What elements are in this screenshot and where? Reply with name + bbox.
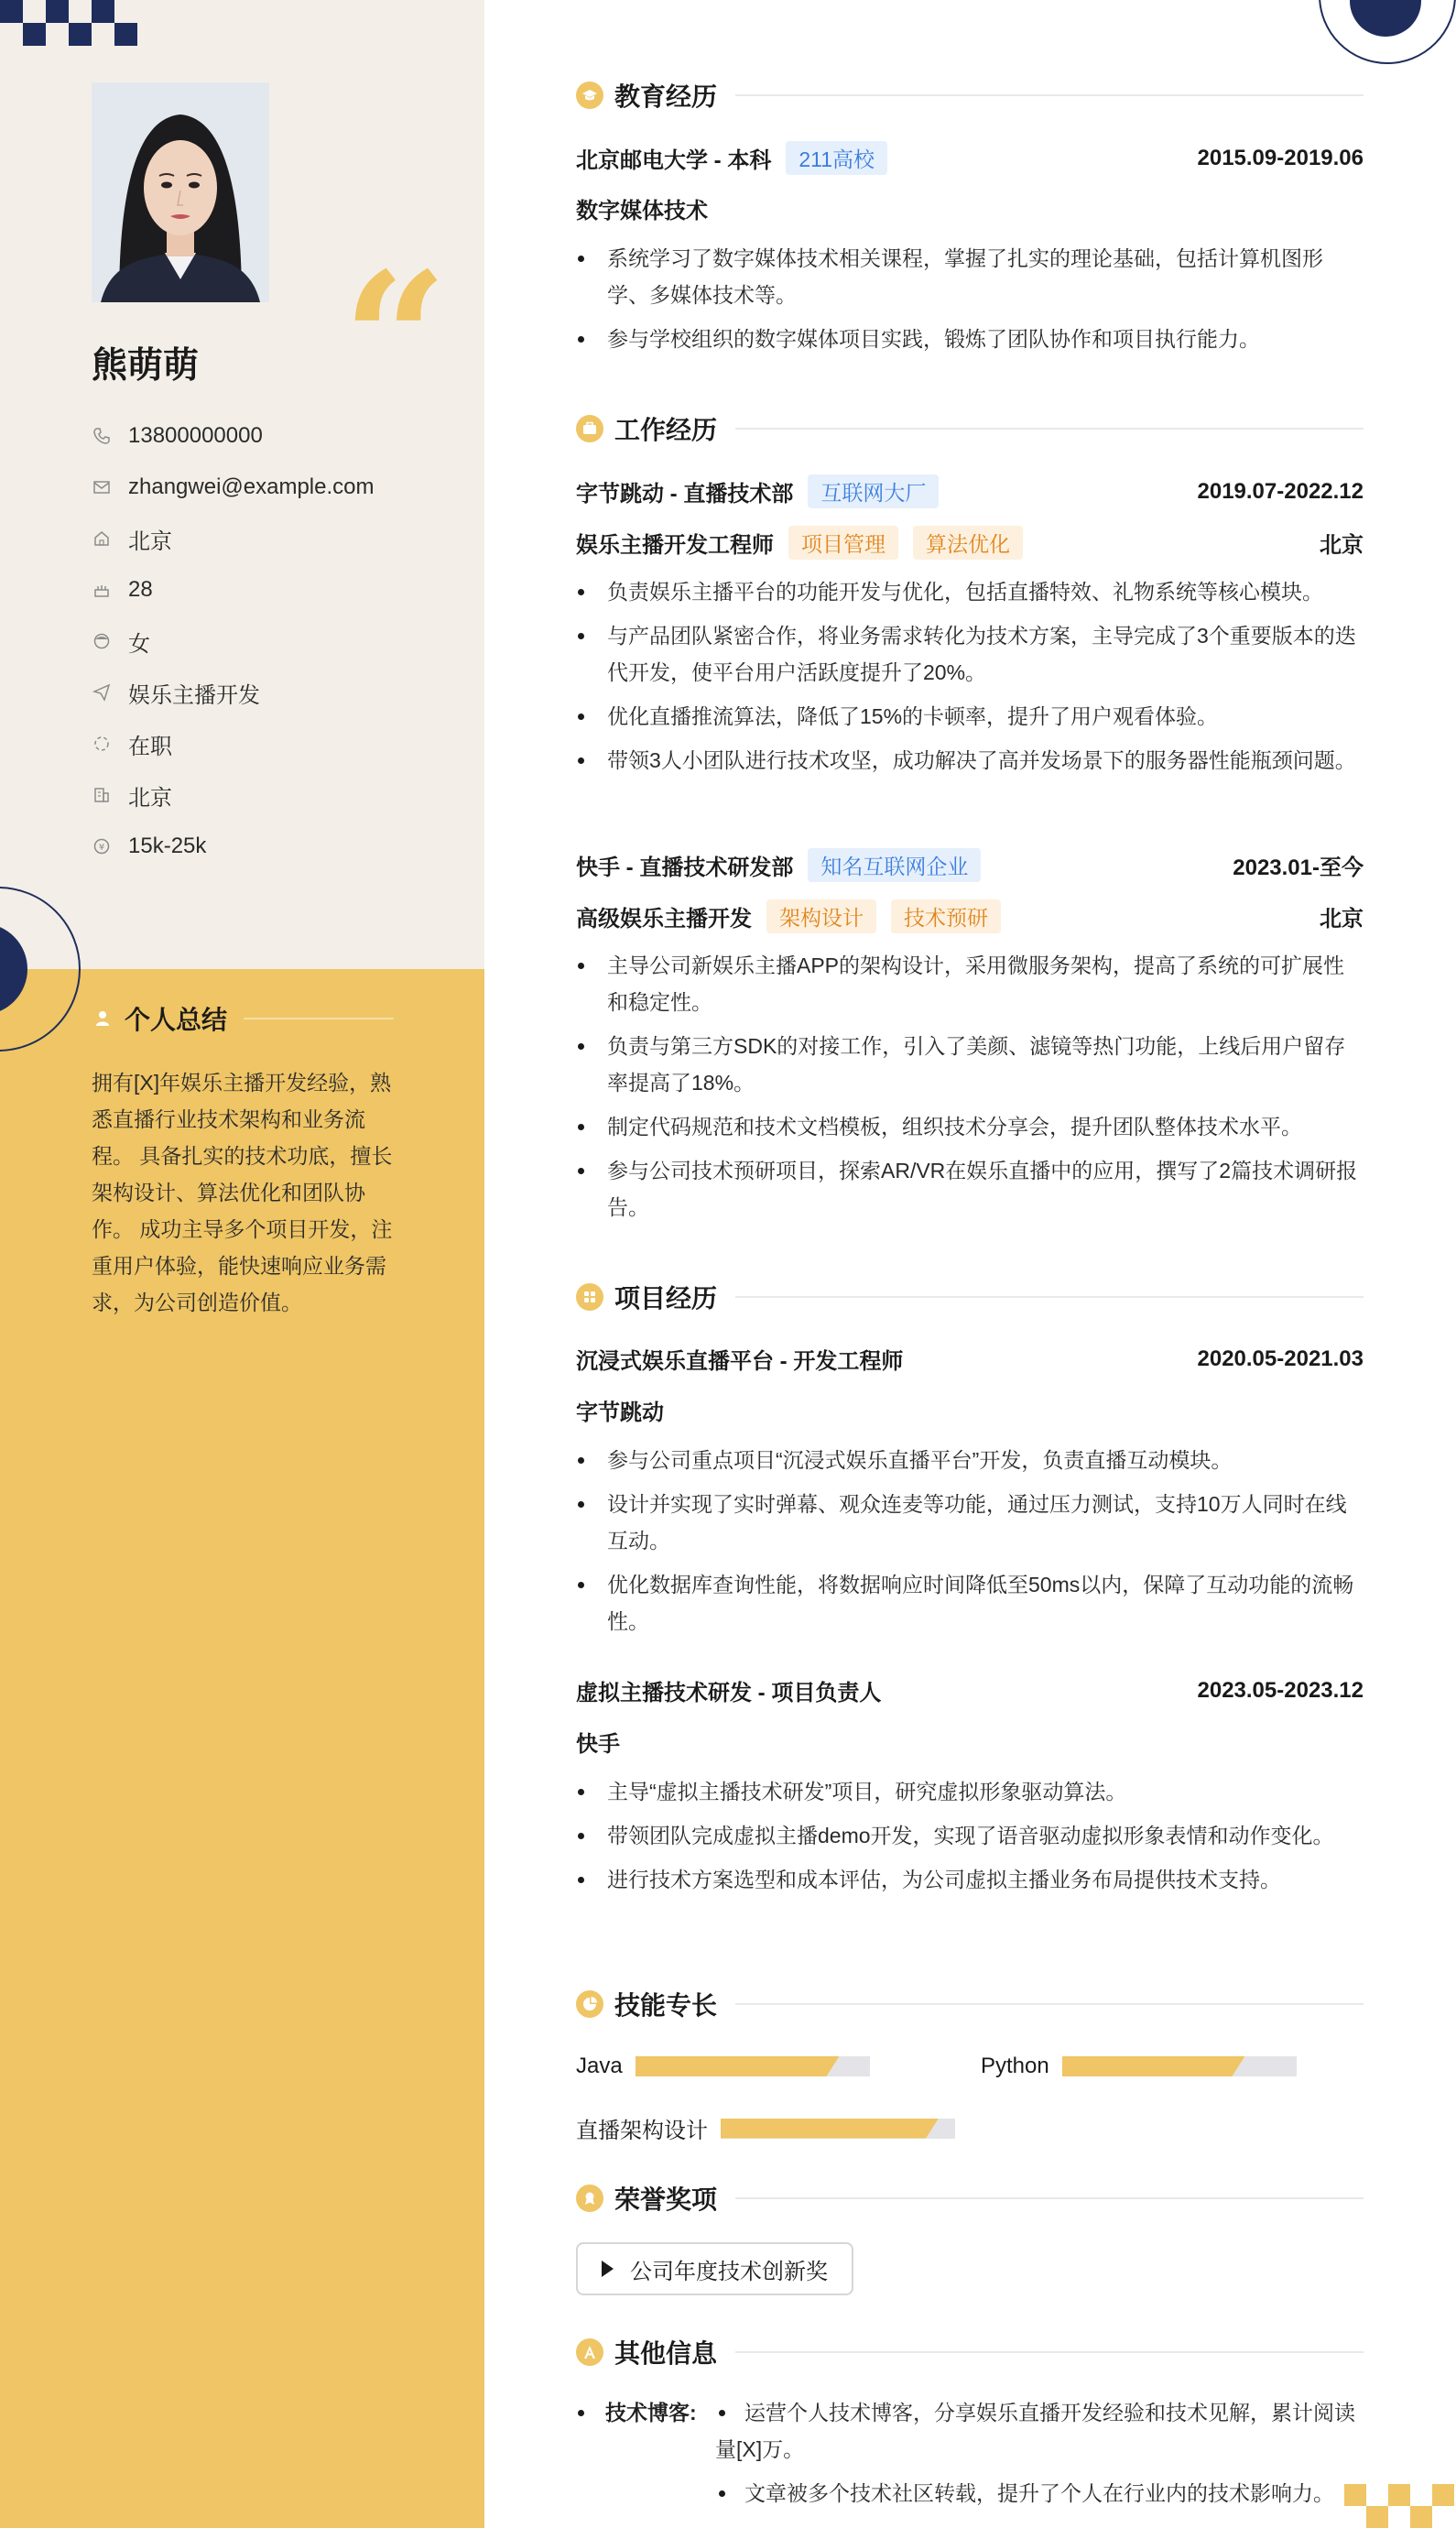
job-1-bullets	[576, 573, 1364, 786]
age-text: 28	[128, 577, 153, 602]
awards-title: 荣誉奖项	[614, 2185, 718, 2214]
job-1-role-row	[576, 526, 1364, 560]
gender-text: 女	[128, 631, 150, 657]
project-1-name: 沉浸式娱乐直播平台 - 开发工程师	[576, 1349, 904, 1374]
award-text: 公司年度技术创新奖	[630, 2259, 828, 2284]
project-2-org: 快手	[576, 1732, 620, 1757]
target-city-text: 北京	[128, 785, 172, 811]
awards-heading	[576, 2180, 1364, 2217]
list-item: 带领团队完成虚拟主播demo开发，实现了语音驱动虚拟形象表情和动作变化。	[576, 1817, 1364, 1854]
job-2-company: 快手 - 直播技术研发部	[576, 855, 794, 880]
job-2-bullets	[576, 947, 1364, 1233]
building-icon	[92, 785, 112, 805]
project-2-row	[576, 1674, 1364, 1706]
home-icon	[92, 528, 112, 549]
skill-bar	[1062, 2056, 1297, 2076]
phone-text: 13800000000	[128, 423, 263, 448]
list-item: 负责娱乐主播平台的功能开发与优化，包括直播特效、礼物系统等核心模块。	[576, 573, 1364, 610]
projects-heading	[576, 1279, 1364, 1315]
projects-divider	[735, 1296, 1364, 1298]
project-2-org-row	[576, 1726, 1364, 1758]
job-1-company: 字节跳动 - 直播技术部	[576, 482, 794, 507]
work-heading	[576, 410, 1364, 447]
job-2-date: 2023.01-至今	[1233, 855, 1364, 880]
skill-python	[981, 2054, 1297, 2079]
svg-text:¥: ¥	[98, 843, 105, 853]
list-item: 制定代码规范和技术文档模板，组织技术分享会，提升团队整体技术水平。	[576, 1108, 1364, 1145]
job-1-company-tag: 互联网大厂	[808, 474, 939, 508]
project-2-bullets	[576, 1773, 1364, 1905]
summary-heading	[92, 1000, 394, 1037]
info-age	[92, 564, 458, 616]
mail-icon	[92, 477, 112, 497]
education-title: 教育经历	[614, 82, 718, 111]
user-icon	[92, 1008, 114, 1030]
list-item: 文章被多个技术社区转载，提升了个人在行业内的技术影响力。	[715, 2475, 1364, 2512]
other-title: 其他信息	[614, 2339, 718, 2368]
salary-text: 15k-25k	[128, 834, 207, 858]
info-target-city	[92, 769, 458, 821]
summary-title: 个人总结	[125, 1006, 228, 1034]
education-row	[576, 141, 1364, 175]
job-1-date: 2019.07-2022.12	[1197, 478, 1364, 504]
info-salary	[92, 821, 458, 872]
list-item: 主导“虚拟主播技术研发”项目，研究虚拟形象驱动算法。	[576, 1773, 1364, 1810]
send-icon	[92, 682, 112, 703]
graduation-cap-icon	[576, 82, 603, 109]
job-1-role-tag-2: 算法优化	[913, 526, 1023, 560]
other-bullets	[715, 2394, 1364, 2519]
phone-icon	[92, 426, 112, 446]
education-major: 数字媒体技术	[576, 199, 708, 223]
list-item: 运营个人技术博客，分享娱乐直播开发经验和技术见解，累计阅读量[X]万。	[715, 2394, 1364, 2468]
skill-bar	[721, 2119, 955, 2139]
status-text: 在职	[128, 734, 172, 759]
list-item: 设计并实现了实时弹幕、观众连麦等功能，通过压力测试，支持10万人同时在线互动。	[576, 1486, 1364, 1559]
email-text: zhangwei@example.com	[128, 474, 375, 499]
job-1-city: 北京	[1320, 533, 1364, 558]
skill-bar-fill	[721, 2119, 939, 2139]
skill-java	[576, 2054, 870, 2079]
school-tag: 211高校	[786, 141, 887, 175]
job-2-role: 高级娱乐主播开发	[576, 907, 752, 932]
project-1-date: 2020.05-2021.03	[1197, 1346, 1364, 1371]
list-item: 负责与第三方SDK的对接工作，引入了美颜、滤镜等热门功能，上线后用户留存率提高了18%。	[576, 1028, 1364, 1101]
job-2-role-tag-2: 技术预研	[891, 899, 1001, 933]
list-item: 优化数据库查询性能，将数据响应时间降低至50ms以内，保障了互动功能的流畅性。	[576, 1566, 1364, 1640]
job-2-company-tag: 知名互联网企业	[808, 848, 981, 882]
candidate-name: 熊萌萌	[92, 346, 200, 386]
project-1-row	[576, 1343, 1364, 1375]
bullet-dot	[578, 2410, 584, 2416]
list-item: 参与公司技术预研项目，探索AR/VR在娱乐直播中的应用，撰写了2篇技术调研报告。	[576, 1152, 1364, 1226]
yuan-coin-icon	[92, 836, 112, 856]
education-date: 2015.09-2019.06	[1197, 145, 1364, 170]
job-1-role: 娱乐主播开发工程师	[576, 533, 774, 558]
person-face-icon	[92, 631, 112, 651]
job-2-city: 北京	[1320, 907, 1364, 932]
skills-divider	[735, 2003, 1364, 2005]
project-1-org-row	[576, 1394, 1364, 1426]
list-item: 与产品团队紧密合作，将业务需求转化为技术方案，主导完成了3个重要版本的迭代开发，使平台用户活跃度提升了20%。	[576, 617, 1364, 691]
other-label: 技术博客:	[605, 2401, 697, 2424]
projects-title: 项目经历	[614, 1284, 718, 1313]
info-status	[92, 718, 458, 769]
info-email	[92, 462, 458, 513]
other-heading	[576, 2334, 1364, 2370]
skills-title: 技能专长	[614, 1991, 718, 2020]
skills-heading	[576, 1986, 1364, 2022]
skill-bar-fill	[636, 2056, 840, 2076]
info-gender	[92, 616, 458, 667]
skill-live-architecture	[576, 2112, 955, 2144]
quote-mark-decoration: “	[342, 233, 449, 448]
project-2-date: 2023.05-2023.12	[1197, 1677, 1364, 1703]
skill-name: Python	[981, 2054, 1049, 2078]
contact-info-list	[92, 410, 458, 872]
letter-a-icon	[576, 2338, 603, 2366]
play-triangle-icon	[602, 2261, 614, 2277]
education-major-row	[576, 192, 1364, 224]
list-item: 进行技术方案选型和成本评估，为公司虚拟主播业务布局提供技术支持。	[576, 1861, 1364, 1898]
status-spinner-icon	[92, 734, 112, 754]
education-divider	[735, 94, 1364, 96]
work-title: 工作经历	[614, 416, 718, 444]
info-target-role	[92, 667, 458, 718]
award-badge	[576, 2242, 853, 2295]
project-1-org: 字节跳动	[576, 1400, 664, 1425]
circle-decoration-top-right	[1319, 0, 1456, 64]
job-2-role-tag-1: 架构设计	[766, 899, 876, 933]
list-item: 优化直播推流算法，降低了15%的卡顿率，提升了用户观看体验。	[576, 698, 1364, 735]
list-item: 系统学习了数字媒体技术相关课程，掌握了扎实的理论基础，包括计算机图形学、多媒体技术等。	[576, 240, 1364, 313]
list-item: 参与学校组织的数字媒体项目实践，锻炼了团队协作和项目执行能力。	[576, 321, 1364, 357]
education-heading	[576, 77, 1364, 114]
project-1-bullets	[576, 1442, 1364, 1647]
skill-name: Java	[576, 2054, 623, 2078]
location-text: 北京	[128, 528, 172, 554]
other-divider	[735, 2351, 1364, 2353]
education-bullets	[576, 240, 1364, 365]
target-role-text: 娱乐主播开发	[128, 682, 260, 708]
summary-text: 拥有[X]年娱乐主播开发经验，熟悉直播行业技术架构和业务流程。 具备扎实的技术功底，擅长架构设计、算法优化和团队协作。 成功主导多个项目开发，注重用户体验，能快速响应业务需求，为公司创造价值。	[92, 1071, 393, 1314]
project-2-name: 虚拟主播技术研发 - 项目负责人	[576, 1681, 882, 1705]
awards-divider	[735, 2197, 1364, 2199]
list-item: 参与公司重点项目“沉浸式娱乐直播平台”开发，负责直播互动模块。	[576, 1442, 1364, 1478]
summary-divider	[244, 1018, 394, 1019]
job-1-row	[576, 474, 1364, 508]
info-location	[92, 513, 458, 564]
info-phone	[92, 410, 458, 462]
work-divider	[735, 428, 1364, 430]
award-medal-icon	[576, 2185, 603, 2212]
skill-bar-fill	[1062, 2056, 1245, 2076]
avatar	[92, 82, 269, 302]
grid-icon	[576, 1283, 603, 1311]
checker-decoration-top-left	[0, 0, 137, 46]
skill-bar	[636, 2056, 870, 2076]
briefcase-icon	[576, 415, 603, 442]
school-name: 北京邮电大学 - 本科	[576, 148, 772, 173]
job-1-role-tag-1: 项目管理	[788, 526, 898, 560]
job-2-row	[576, 848, 1364, 882]
job-2-role-row	[576, 899, 1364, 933]
pie-chart-icon	[576, 1990, 603, 2018]
list-item: 带领3人小团队进行技术攻坚，成功解决了高并发场景下的服务器性能瓶颈问题。	[576, 742, 1364, 779]
cake-icon	[92, 580, 112, 600]
skill-name: 直播架构设计	[576, 2119, 708, 2143]
list-item: 主导公司新娱乐主播APP的架构设计，采用微服务架构，提高了系统的可扩展性和稳定性。	[576, 947, 1364, 1020]
